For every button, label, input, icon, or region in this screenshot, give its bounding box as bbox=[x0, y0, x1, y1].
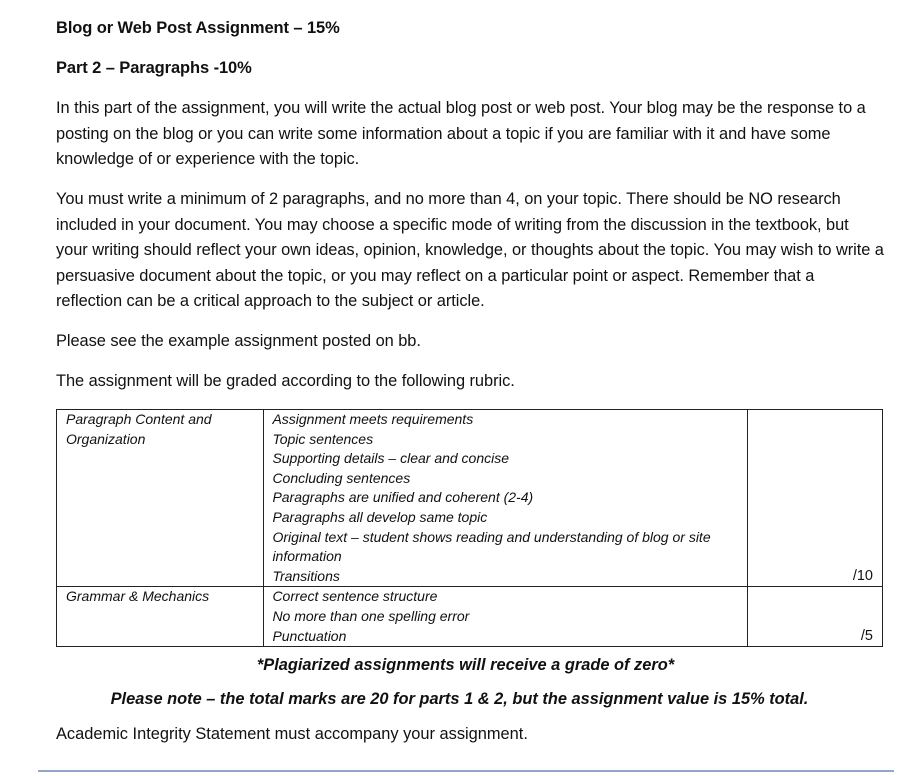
rubric-row bbox=[57, 587, 883, 647]
rubric-category: Grammar & Mechanics bbox=[57, 587, 264, 647]
criterion: Topic sentences bbox=[272, 430, 374, 447]
plagiarism-notice: *Plagiarized assignments will receive a grade of zero* bbox=[256, 656, 675, 674]
criterion: Concluding sentences bbox=[272, 469, 411, 486]
criterion: Assignment meets requirements bbox=[272, 411, 474, 427]
rubric-criteria bbox=[264, 410, 748, 587]
criterion: Paragraphs are unified and coherent (2-4) bbox=[272, 489, 534, 506]
part-heading: Part 2 – Paragraphs -10% bbox=[56, 59, 252, 77]
document-title: Blog or Web Post Assignment – 15% bbox=[56, 19, 340, 37]
rubric-row bbox=[57, 410, 883, 587]
integrity-statement: Academic Integrity Statement must accompany your assignment. bbox=[56, 725, 528, 743]
intro-paragraph: In this part of the assignment, you will write the actual blog post or web post. Your blog may be the response to a posting on the blog or you can write some information about a topic if you are familiar with it and have some knowledge of or experience with the topic. bbox=[56, 99, 866, 168]
rubric-mark: /10 bbox=[748, 410, 883, 587]
rubric-table bbox=[56, 409, 883, 647]
criterion: Original text – student shows reading and understanding of blog or site information bbox=[272, 528, 711, 565]
rubric-criteria bbox=[264, 587, 748, 647]
criterion: No more than one spelling error bbox=[272, 607, 470, 624]
criterion: Supporting details – clear and concise bbox=[272, 450, 510, 467]
rubric-mark: /5 bbox=[748, 587, 883, 647]
requirements-paragraph: You must write a minimum of 2 paragraphs, and no more than 4, on your topic. There should be NO research included in your document. You may choose a specific mode of writing from the discussion in the textbook, but your writing should reflect your own ideas, opinion, knowledge, or thoughts about the topic. You may wish to write a persuasive document about the topic, or you may reflect on a particular point or aspect. Remember that a reflection can be a critical approach to the subject or article. bbox=[56, 190, 884, 310]
criterion: Punctuation bbox=[272, 627, 347, 644]
criterion: Paragraphs all develop same topic bbox=[272, 508, 488, 525]
footer-divider bbox=[38, 770, 894, 772]
example-paragraph: Please see the example assignment posted on bb. bbox=[56, 332, 421, 350]
criterion: Transitions bbox=[272, 567, 340, 584]
rubric-intro-paragraph: The assignment will be graded according to the following rubric. bbox=[56, 372, 515, 390]
rubric-category: Paragraph Content and Organization bbox=[57, 410, 264, 587]
criterion: Correct sentence structure bbox=[272, 588, 438, 605]
marks-note: Please note – the total marks are 20 for parts 1 & 2, but the assignment value is 15% total. bbox=[110, 690, 809, 708]
